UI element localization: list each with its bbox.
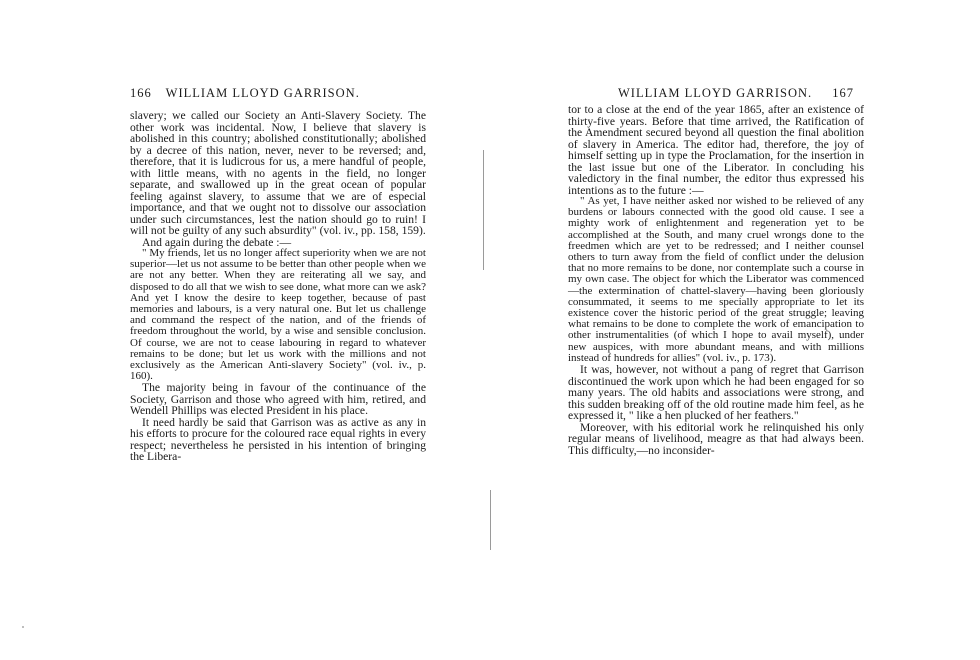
scan-speck	[22, 626, 24, 628]
left-paragraph-4: The majority being in favour of the continuance of the Society, Garrison and those who agreed with him, retired, and Wendell Phillips was elected President in his place.	[130, 381, 426, 418]
right-page-number: 167	[832, 86, 855, 100]
right-running-head	[618, 86, 854, 101]
gutter-crease-mark-lower	[490, 490, 491, 550]
left-body-text	[130, 110, 426, 463]
right-body-text	[568, 104, 864, 456]
gutter-crease-mark	[483, 150, 484, 270]
left-page-number: 166	[130, 86, 152, 100]
right-paragraph-1: tor to a close at the end of the year 1865, after an existence of thirty-five years. Before that time arrived, the Ratification of the Amendment secured beyond all question the final abolition of slavery in America. The editor had, therefore, the joy of himself setting up in type the Proclamation, for the insertion in the last issue but one of the Liberator. In concluding his valedictory in the final number, the editor thus expressed his intentions as to the future :—	[568, 103, 864, 197]
left-running-title: WILLIAM LLOYD GARRISON.	[165, 86, 360, 100]
left-paragraph-3: " My friends, let us no longer affect superiority when we are not superior—let us not assume to be better than other people when we are not any better. When they are reiterating all we say, and disposed to do all that we wish to see done, what more can we ask? And yet I know the desire to keep together, because of past memories and labours, is a very natural one. But let us challenge and command the respect of the nation, and of the friends of freedom throughout the world, by a wise and sensible conclusion. Of course, we are not to cease labouring in regard to whatever remains to be done; but let us work with the millions and not exclusively as the American Anti-slavery Society" (vol. iv., p. 160).	[130, 247, 427, 383]
left-paragraph-2: And again during the debate :—	[142, 235, 292, 249]
left-running-head	[130, 86, 360, 101]
right-paragraph-4: Moreover, with his editorial work he relinquished his only regular means of livelihood, meagre as that had always been. This difficulty,—no inconsider-	[568, 420, 864, 457]
left-paragraph-1: slavery; we called our Society an Anti-Slavery Society. The other work was incidental. Now, I believe that slavery is abolished in this country; abolished constitutionally; abolished by a decree of this nation, never, never to be reversed; and, therefore, that it is ludicrous for us, a mere handful of people, with little means, with no agents in the field, no longer separate, and swallowed up in the great ocean of popular feeling against slavery, to assume that we are of especial importance, and that we ought not to dissolve our association under such circumstances, lest the nation should go to ruin! I will not be guilty of any such absurdity" (vol. iv., pp. 158, 159).	[130, 109, 426, 237]
right-paragraph-3: It was, however, not without a pang of regret that Garrison discontinued the work upon which he had been engaged for so many years. The old habits and associations were strong, and this sudden breaking off of the old routine made him feel, as he expressed it, " like a hen plucked of her feathers."	[568, 363, 864, 423]
left-paragraph-5: It need hardly be said that Garrison was as active as any in his efforts to procure for the coloured race equal rights in every respect; nevertheless he persisted in his intention of bringing the Libera-	[130, 415, 426, 464]
right-running-title: WILLIAM LLOYD GARRISON.	[618, 86, 813, 100]
right-paragraph-2: " As yet, I have neither asked nor wished to be relieved of any burdens or labours connected with the good old cause. I see a mighty work of enlightenment and regeneration yet to be accomplished at the South, and many cruel wrongs done to the freedmen which are yet to be redressed; and I neither counsel others to turn away from the field of conflict under the delusion that no more remains to be done, nor contemplate such a course in my own case. The object for which the Liberator was commenced—the extermination of chattel-slavery—having been gloriously consummated, it seems to me specially appropriate to let its existence cover the historic period of the great struggle; leaving what remains to be done to complete the work of emancipation to other instrumentalities (of which I hope to avail myself), under new auspices, with more abundant means, and with millions instead of hundreds for allies" (vol. iv., p. 173).	[568, 195, 864, 364]
